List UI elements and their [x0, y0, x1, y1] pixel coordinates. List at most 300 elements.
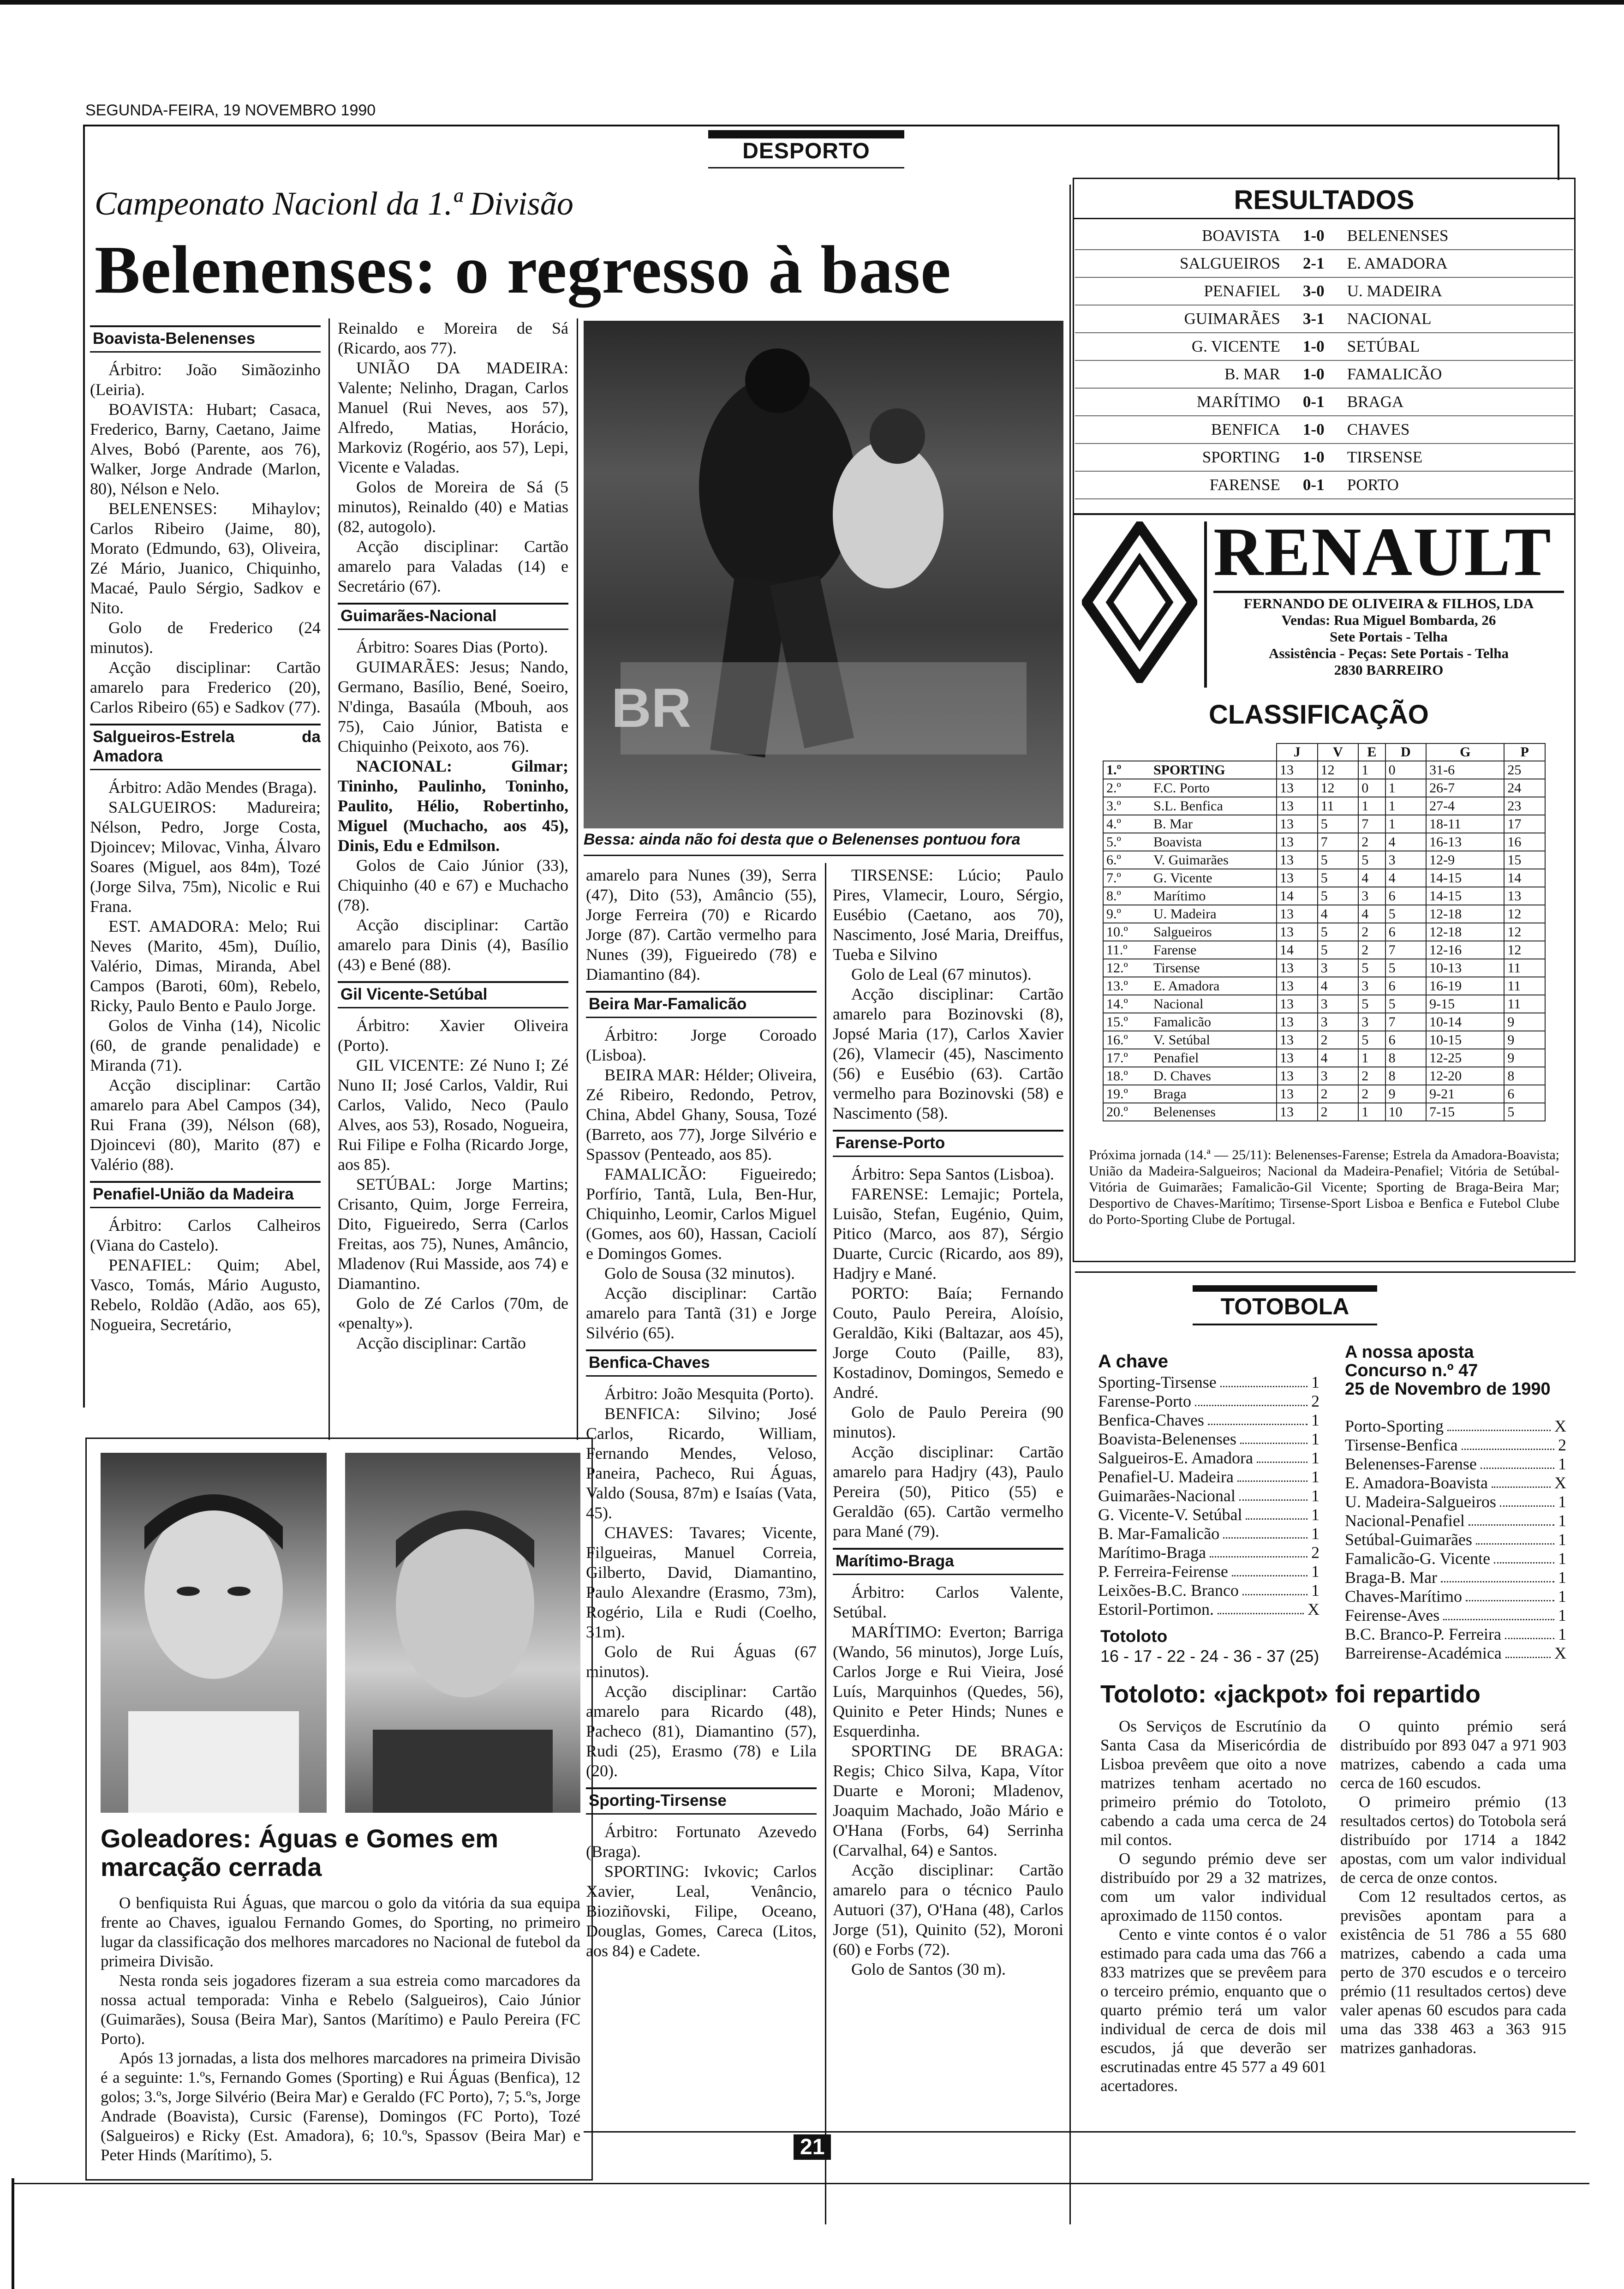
leader-dots [1239, 1486, 1308, 1501]
paragraph: BENFICA: Silvino; José Carlos, Ricardo, William, Fernando Mendes, Veloso, Paneira, Pacheco, Rui Águas, Valdo (Sousa, 87m) e Isaías (Vata, 45). [586, 1404, 817, 1522]
toto-pick: 2 [1311, 1392, 1320, 1410]
table-row [1103, 923, 1545, 941]
table-cell: 4.º [1103, 815, 1151, 833]
toto-match: Estoril-Portimon. [1098, 1600, 1214, 1618]
paragraph: O segundo prémio deve ser distribuído por 29 a 32 matrizes, com um valor individual aproximado de 1150 contos. [1100, 1850, 1326, 1924]
table-cell: 2 [1358, 923, 1385, 941]
paragraph: Acção disciplinar: Cartão amarelo para Frederico (20), Carlos Ribeiro (65) e Sadkov (77). [90, 658, 321, 716]
column-header: P [1504, 743, 1545, 761]
table-cell: 13 [1277, 959, 1318, 977]
table-cell: 5 [1318, 815, 1359, 833]
result-row [1075, 222, 1573, 250]
column-header: J [1277, 743, 1318, 761]
table-cell: 16-13 [1426, 833, 1504, 851]
home-team: BOAVISTA [1075, 222, 1285, 250]
resultados-title: RESULTADOS [1234, 185, 1415, 215]
toto-pick: 1 [1311, 1430, 1320, 1448]
paragraph: Acção disciplinar: Cartão amarelo para Hadjry (43), Paulo Pereira (50), Pitico (55) e Geraldão (65). Cartão vermelho para Mané (79). [833, 1443, 1063, 1540]
toto-row [1098, 1543, 1320, 1562]
home-team: B. MAR [1075, 360, 1285, 388]
top-border [0, 0, 1624, 5]
ad-line: Vendas: Rua Miguel Bombarda, 26 [1281, 612, 1496, 628]
table-cell: 16 [1504, 833, 1545, 851]
score: 0-1 [1285, 388, 1343, 416]
away-team: BRAGA [1343, 388, 1573, 416]
leader-dots [1242, 1581, 1308, 1595]
table-cell: B. Mar [1151, 815, 1277, 833]
table-cell: 5 [1318, 869, 1359, 887]
table-row [1103, 851, 1545, 869]
goleadores-text [101, 1894, 580, 2165]
toto-match: Sporting-Tirsense [1098, 1373, 1217, 1391]
paragraph: Acção disciplinar: Cartão amarelo para Valadas (14) e Secretário (67). [338, 537, 568, 595]
leader-dots [1208, 1411, 1308, 1425]
toto-match: Feirense-Aves [1345, 1606, 1440, 1624]
leader-dots [1476, 1530, 1554, 1545]
paragraph: Acção disciplinar: Cartão amarelo para Bozinovski (8), Jopsé Maria (17), Carlos Xavier (26), Vlamecir (45), Nascimento (56) e Eusébio (63). Cartão vermelho para Bozinovski (58) e Nascimento (58). [833, 985, 1063, 1122]
table-cell: Belenenses [1151, 1103, 1277, 1121]
table-cell: 9.º [1103, 905, 1151, 923]
result-row [1075, 277, 1573, 305]
toto-match: U. Madeira-Salgueiros [1345, 1492, 1496, 1511]
table-cell: S.L. Benfica [1151, 797, 1277, 815]
leader-dots [1210, 1543, 1308, 1558]
paragraph: MARÍTIMO: Everton; Barriga (Wando, 56 minutos), Jorge Luís, Carlos Jorge e Rui Vieira, José Luís, Marquinhos (Quedes, 56), Quinito e Peter Hinds; Nunes e Esquerdinha. [833, 1623, 1063, 1740]
away-team: TIRSENSE [1343, 443, 1573, 471]
table-cell: D. Chaves [1151, 1067, 1277, 1085]
player-photo-aguas-art [101, 1453, 327, 1813]
toto-pick: X [1554, 1474, 1566, 1492]
table-cell: 9 [1385, 1085, 1427, 1103]
aposta-concurso: Concurso n.º 47 [1345, 1361, 1478, 1380]
paragraph: O benfiquista Rui Águas, que marcou o golo da vitória da sua equipa frente ao Chaves, igualou Fernando Gomes, do Sporting, no primeiro lugar da classificação dos melhores marcadores no Nacional de futebol da primeira Divisão. [101, 1894, 580, 1970]
leader-dots [1240, 1430, 1308, 1444]
table-cell: 1 [1358, 797, 1385, 815]
table-cell: 18-11 [1426, 815, 1504, 833]
table-cell: 14 [1277, 887, 1318, 905]
table-cell: 7 [1318, 833, 1359, 851]
table-cell: 1 [1358, 761, 1385, 779]
result-row [1075, 471, 1573, 499]
table-cell: SPORTING [1151, 761, 1277, 779]
leader-dots [1232, 1562, 1308, 1576]
table-cell: 13 [1277, 1031, 1318, 1049]
toto-row [1098, 1486, 1320, 1505]
header-spacer [1103, 743, 1277, 761]
table-row [1103, 815, 1545, 833]
table-cell: F.C. Porto [1151, 779, 1277, 797]
paragraph: Acção disciplinar: Cartão amarelo para Dinis (4), Basílio (43) e Bené (88). [338, 916, 568, 974]
paragraph: SETÚBAL: Jorge Martins; Crisanto, Quim, Jorge Ferreira, Dito, Figueiredo, Serra (Carlos Freitas, aos 75), Nunes, Amâncio, Mladenov (Rui Masside, aos 74) e Diamantino. [338, 1175, 568, 1293]
table-cell: 9 [1504, 1031, 1545, 1049]
table-cell: 10.º [1103, 923, 1151, 941]
paragraph: Golo de Sousa (32 minutos). [604, 1264, 795, 1282]
table-cell: 5 [1358, 995, 1385, 1013]
table-cell: 11 [1504, 995, 1545, 1013]
totoloto-label: Totoloto [1100, 1627, 1168, 1646]
paragraph: SPORTING DE BRAGA: Regis; Chico Silva, Kapa, Vítor Duarte e Moroni; Mladenov, Joaquim Machado, João Mário e O'Hana (Forbs, 64) Serrinha (Carvalhal, 64) e Santos. [833, 1742, 1063, 1859]
paragraph: O primeiro prémio (13 resultados certos) do Totobola será distribuído por 1714 a 1842 apostas, com um valor individual de cerca de onze contos. [1340, 1793, 1566, 1887]
ad-line: 2830 BARREIRO [1334, 662, 1444, 678]
toto-pick: 1 [1311, 1411, 1320, 1429]
table-cell: 14-15 [1426, 869, 1504, 887]
table-cell: 14 [1277, 941, 1318, 959]
leader-dots [1441, 1568, 1554, 1582]
table-cell: 0 [1358, 779, 1385, 797]
table-cell: 15.º [1103, 1013, 1151, 1031]
table-cell: 17 [1504, 815, 1545, 833]
paragraph: Árbitro: Sepa Santos (Lisboa). [851, 1165, 1054, 1183]
match-header: Sporting-Tirsense [586, 1787, 817, 1815]
toto-match: Boavista-Belenenses [1098, 1430, 1236, 1448]
toto-pick: 1 [1558, 1606, 1566, 1624]
toto-match: B. Mar-Famalicão [1098, 1524, 1220, 1543]
away-team: FAMALICÃO [1343, 360, 1573, 388]
toto-match: Barreirense-Académica [1345, 1644, 1502, 1662]
table-row [1103, 797, 1545, 815]
result-row [1075, 443, 1573, 471]
table-cell: 13 [1277, 1049, 1318, 1067]
table-cell: 3 [1318, 1067, 1359, 1085]
paragraph: GIL VICENTE: Zé Nuno I; Zé Nuno II; José Carlos, Valdir, Rui Carlos, Valido, Neco (Paulo Alves, aos 53), Rosado, Nogueira, Rui Filipe e Folha (Ricardo Jorge, aos 85). [338, 1056, 568, 1174]
column-4 [833, 865, 1063, 1979]
match-header: Penafiel-União da Madeira [90, 1181, 321, 1208]
table-cell: G. Vicente [1151, 869, 1277, 887]
home-team: PENAFIEL [1075, 277, 1285, 305]
match-photo-art [584, 321, 1063, 828]
ad-line: Assistência - Peças: Sete Portais - Telha [1268, 645, 1509, 661]
goleadores-title: Goleadores: Águas e Gomes em marcação cerrada [101, 1824, 499, 1882]
table-row [1103, 1031, 1545, 1049]
leader-dots [1505, 1644, 1551, 1658]
toto-row [1345, 1568, 1566, 1587]
paragraph: Golos de Moreira de Sá (5 minutos), Reinaldo (40) e Matias (82, autogolo). [338, 478, 568, 536]
table-cell: 12 [1318, 779, 1359, 797]
ad-brand-rule [1213, 591, 1564, 593]
table-cell: 14-15 [1426, 887, 1504, 905]
aposta-head [1345, 1343, 1551, 1398]
table-cell: 5 [1385, 905, 1427, 923]
paragraph: Golos de Vinha (14), Nicolic (60, de grande penalidade) e Miranda (71). [90, 1016, 321, 1074]
toto-rule [1075, 1271, 1576, 1273]
table-cell: 13 [1277, 779, 1318, 797]
score: 2-1 [1285, 250, 1343, 277]
table-cell: 7 [1385, 1013, 1427, 1031]
table-cell: 1 [1385, 815, 1427, 833]
table-cell: Penafiel [1151, 1049, 1277, 1067]
player-photo-gomes [345, 1453, 580, 1813]
table-cell: Boavista [1151, 833, 1277, 851]
renault-logo-icon [1082, 521, 1197, 683]
leader-dots [1218, 1600, 1304, 1614]
table-cell: 6 [1385, 887, 1427, 905]
table-row [1103, 1013, 1545, 1031]
toto-pick: 1 [1558, 1549, 1566, 1568]
toto-match: B.C. Branco-P. Ferreira [1345, 1625, 1501, 1643]
table-cell: 12-18 [1426, 905, 1504, 923]
toto-pick: X [1554, 1644, 1566, 1662]
headline: Belenenses: o regresso à base [95, 232, 951, 308]
table-cell: 10-13 [1426, 959, 1504, 977]
table-cell: 13 [1277, 905, 1318, 923]
paragraph: CHAVES: Tavares; Vicente, Filgueiras, Manuel Correia, Gilberto, David, Diamantino, Paulo Alexandre (Erasmo, 73m), Rogério, Lila e Rudi (Coelho, 31m). [586, 1523, 817, 1641]
table-cell: 3.º [1103, 797, 1151, 815]
leader-dots [1505, 1625, 1554, 1639]
toto-match: Belenenses-Farense [1345, 1455, 1477, 1473]
table-cell: 23 [1504, 797, 1545, 815]
table-cell: 12 [1318, 761, 1359, 779]
column-header: E [1358, 743, 1385, 761]
leader-dots [1469, 1511, 1554, 1526]
toto-row [1345, 1549, 1566, 1568]
table-cell: 25 [1504, 761, 1545, 779]
table-cell: 5 [1385, 959, 1427, 977]
table-cell: 6 [1504, 1085, 1545, 1103]
toto-match: Marítimo-Braga [1098, 1543, 1206, 1562]
aposta-title: A nossa aposta [1345, 1342, 1474, 1362]
toto-row [1098, 1505, 1320, 1524]
toto-pick: 1 [1558, 1625, 1566, 1643]
column-header: V [1318, 743, 1359, 761]
table-cell: 5.º [1103, 833, 1151, 851]
resultados-rule [1073, 218, 1576, 219]
table-cell: 2.º [1103, 779, 1151, 797]
column-rule [1069, 185, 1071, 2224]
table-cell: 9 [1504, 1013, 1545, 1031]
toto-row [1098, 1468, 1320, 1486]
table-cell: U. Madeira [1151, 905, 1277, 923]
caption-rule [584, 855, 1063, 856]
score: 1-0 [1285, 333, 1343, 360]
table-cell: 4 [1385, 833, 1427, 851]
table-cell: 7 [1358, 815, 1385, 833]
toto-row [1345, 1511, 1566, 1530]
table-cell: 16.º [1103, 1031, 1151, 1049]
table-cell: 18.º [1103, 1067, 1151, 1085]
table-cell: 13 [1277, 797, 1318, 815]
away-team: NACIONAL [1343, 305, 1573, 333]
table-row [1103, 1049, 1545, 1067]
toto-match: Tirsense-Benfica [1345, 1436, 1458, 1454]
table-cell: 13.º [1103, 977, 1151, 995]
result-row [1075, 416, 1573, 443]
leader-dots [1257, 1449, 1308, 1463]
score: 3-0 [1285, 277, 1343, 305]
table-cell: 13 [1277, 995, 1318, 1013]
toto-pick: 1 [1558, 1511, 1566, 1530]
table-cell: 2 [1358, 941, 1385, 959]
table-cell: 5 [1318, 923, 1359, 941]
table-cell: 4 [1318, 1049, 1359, 1067]
table-cell: 4 [1358, 869, 1385, 887]
column-rule [577, 318, 578, 1440]
toto-match: P. Ferreira-Feirense [1098, 1562, 1228, 1581]
toto-row [1098, 1373, 1320, 1392]
leader-dots [1223, 1524, 1308, 1539]
leader-dots [1237, 1468, 1308, 1482]
page-number: 21 [794, 2134, 831, 2160]
table-cell: Salgueiros [1151, 923, 1277, 941]
result-row [1075, 250, 1573, 277]
chave-title: A chave [1098, 1351, 1168, 1372]
home-team: MARÍTIMO [1075, 388, 1285, 416]
table-cell: 20.º [1103, 1103, 1151, 1121]
table-cell: 13 [1277, 1067, 1318, 1085]
table-cell: Marítimo [1151, 887, 1277, 905]
classificacao-table [1103, 743, 1546, 1121]
toto-match: Farense-Porto [1098, 1392, 1191, 1410]
table-cell: 5 [1504, 1103, 1545, 1121]
table-cell: 3 [1318, 1013, 1359, 1031]
toto-row [1345, 1587, 1566, 1606]
table-cell: 13 [1277, 1103, 1318, 1121]
table-cell: 4 [1385, 869, 1427, 887]
match-header: Boavista-Belenenses [90, 325, 321, 353]
table-cell: 13 [1277, 1013, 1318, 1031]
table-cell: Farense [1151, 941, 1277, 959]
paragraph: SALGUEIROS: Madureira; Nélson, Pedro, Jorge Costa, Djoincev; Milovac, Vinha, Álvaro Soares (Miguel, aos 84m), Tozé (Jorge Silva, 75m), Nicolic e Rui Frana. [90, 798, 321, 916]
date-line: SEGUNDA-FEIRA, 19 NOVEMBRO 1990 [85, 102, 376, 119]
photo-board-text: BR [611, 677, 692, 739]
paragraph: TIRSENSE: Lúcio; Paulo Pires, Vlamecir, Louro, Sérgio, Eusébio (Caetano, aos 70), Nascimento, José Maria, Dreiffus, Tueba e Silvino [833, 866, 1063, 964]
match-header: Farense-Porto [833, 1130, 1063, 1157]
table-cell: 13 [1277, 977, 1318, 995]
match-header: Salgueiros-Estrela da Amadora [90, 724, 321, 770]
paragraph: Árbitro: Jorge Coroado (Lisboa). [586, 1026, 817, 1064]
match-photo [584, 321, 1063, 828]
home-team: FARENSE [1075, 471, 1285, 499]
toto-pick: 2 [1558, 1436, 1566, 1454]
table-cell: 13 [1277, 923, 1318, 941]
table-row [1103, 761, 1545, 779]
paragraph: Golos de Caio Júnior (33), Chiquinho (40 e 67) e Muchacho (78). [338, 856, 568, 914]
table-cell: 6 [1385, 977, 1427, 995]
column-rule [825, 863, 826, 2224]
paragraph: FAMALICÃO: Figueiredo; Porfírio, Tantã, Lula, Ben-Hur, Chiquinho, Leomir, Carlos Miguel (Gomes, aos 60), Hassan, Caciolí e Domingos Gomes. [586, 1165, 817, 1263]
toto-pick: 1 [1311, 1449, 1320, 1467]
toto-pick: 2 [1311, 1543, 1320, 1562]
player-photo-gomes-art [345, 1453, 580, 1813]
table-cell: Braga [1151, 1085, 1277, 1103]
table-cell: 12 [1504, 923, 1545, 941]
table-cell: 13 [1277, 1085, 1318, 1103]
result-row [1075, 360, 1573, 388]
player-photo-aguas [101, 1453, 327, 1813]
paragraph: Golo de Rui Águas (67 minutos). [586, 1642, 817, 1681]
bottom-rule [12, 2183, 1589, 2184]
table-row [1103, 941, 1545, 959]
table-cell: 2 [1318, 1031, 1359, 1049]
paragraph: Cento e vinte contos é o valor estimado para cada uma das 766 a 833 matrizes que se prevêem para o terceiro prémio, enquanto que o quarto prémio terá um valor individual de cerca de dois mil escudos, já que deverão ser escrutinadas entre 45 577 a 49 601 acertadores. [1100, 1925, 1326, 2095]
paragraph: Golo de Leal (67 minutos). [851, 965, 1032, 983]
toto-match: Setúbal-Guimarães [1345, 1530, 1472, 1549]
table-cell: E. Amadora [1151, 977, 1277, 995]
section-underline [708, 167, 904, 168]
toto-match: Salgueiros-E. Amadora [1098, 1449, 1253, 1467]
paragraph: Árbitro: Carlos Calheiros (Viana do Castelo). [90, 1216, 321, 1254]
paragraph: EST. AMADORA: Melo; Rui Neves (Marito, 45m), Duílio, Valério, Dimas, Miranda, Abel Campos (Baroti, 60m), Rebelo, Ricky, Paulo Bento e Paulo Jorge. [90, 917, 321, 1015]
table-cell: V. Guimarães [1151, 851, 1277, 869]
toto-match: Porto-Sporting [1345, 1417, 1444, 1435]
leader-dots [1462, 1436, 1554, 1450]
table-cell: 12-9 [1426, 851, 1504, 869]
table-cell: 9-21 [1426, 1085, 1504, 1103]
table-cell: 5 [1358, 959, 1385, 977]
column-2 [338, 318, 568, 1353]
table-row [1103, 977, 1545, 995]
away-team: CHAVES [1343, 416, 1573, 443]
leader-dots [1195, 1392, 1308, 1406]
paragraph: Reinaldo e Moreira de Sá (Ricardo, aos 77). [338, 319, 568, 357]
table-row [1103, 833, 1545, 851]
toto-bar [1193, 1285, 1377, 1292]
ad-text [1213, 595, 1564, 678]
paragraph: FARENSE: Lemajic; Portela, Luisão, Stefan, Eugénio, Quim, Pitico (Marco, aos 87), Sérgio Duarte, Curcic (Ricardo, aos 89), Hadjry e Mané. [833, 1185, 1063, 1282]
totobola-title: TOTOBOLA [1220, 1294, 1349, 1319]
score: 1-0 [1285, 416, 1343, 443]
toto-underline [1193, 1324, 1377, 1325]
paragraph: Acção disciplinar: Cartão amarelo para Tantã (31) e Jorge Silvério (65). [586, 1284, 817, 1342]
paragraph: Árbitro: João Mesquita (Porto). [604, 1384, 814, 1403]
match-header: Marítimo-Braga [833, 1548, 1063, 1575]
toto-row [1345, 1606, 1566, 1625]
chave-block [1098, 1352, 1320, 1371]
paragraph: Acção disciplinar: Cartão [356, 1334, 526, 1352]
table-cell: 12-25 [1426, 1049, 1504, 1067]
toto-row [1345, 1455, 1566, 1474]
leader-dots [1447, 1417, 1551, 1431]
table-cell: 5 [1385, 995, 1427, 1013]
leader-dots [1246, 1505, 1308, 1520]
away-team: SETÚBAL [1343, 333, 1573, 360]
toto-pick: 1 [1558, 1455, 1566, 1473]
table-cell: 8 [1504, 1067, 1545, 1085]
match-header: Benfica-Chaves [586, 1349, 817, 1377]
paragraph: amarelo para Nunes (39), Serra (47), Dito (53), Amâncio (55), Jorge Ferreira (70) e Ricardo Jorge (87). Cartão vermelho para Nunes (39), Figueiredo (78) e Diamantino (84). [586, 866, 817, 983]
column-header: D [1385, 743, 1427, 761]
toto-row [1098, 1562, 1320, 1581]
table-cell: 3 [1385, 851, 1427, 869]
ad-brand: RENAULT [1213, 514, 1552, 590]
paragraph: Árbitro: Xavier Oliveira (Porto). [338, 1016, 568, 1055]
table-cell: 8 [1385, 1067, 1427, 1085]
table-cell: 13 [1277, 833, 1318, 851]
frame-right [1558, 125, 1559, 180]
table-row [1103, 869, 1545, 887]
section-label: DESPORTO [742, 139, 870, 163]
photo-caption: Bessa: ainda não foi desta que o Belenenses pontuou fora [584, 831, 1021, 848]
table-cell: 12 [1504, 905, 1545, 923]
score: 1-0 [1285, 222, 1343, 250]
paragraph: Golo de Santos (30 m). [851, 1960, 1006, 1978]
table-cell: 5 [1318, 941, 1359, 959]
totoloto-story-col2 [1340, 1717, 1566, 2057]
table-cell: 13 [1504, 887, 1545, 905]
toto-row [1098, 1392, 1320, 1411]
away-team: PORTO [1343, 471, 1573, 499]
toto-row [1345, 1530, 1566, 1549]
home-team: SALGUEIROS [1075, 250, 1285, 277]
resultados-table [1075, 222, 1573, 499]
score: 1-0 [1285, 443, 1343, 471]
table-cell: 3 [1358, 887, 1385, 905]
toto-match: Penafiel-U. Madeira [1098, 1468, 1234, 1486]
toto-pick: 1 [1311, 1486, 1320, 1505]
toto-pick: 1 [1311, 1581, 1320, 1600]
table-cell: 1.º [1103, 761, 1151, 779]
table-cell: 15 [1504, 851, 1545, 869]
table-cell: 5 [1358, 851, 1385, 869]
